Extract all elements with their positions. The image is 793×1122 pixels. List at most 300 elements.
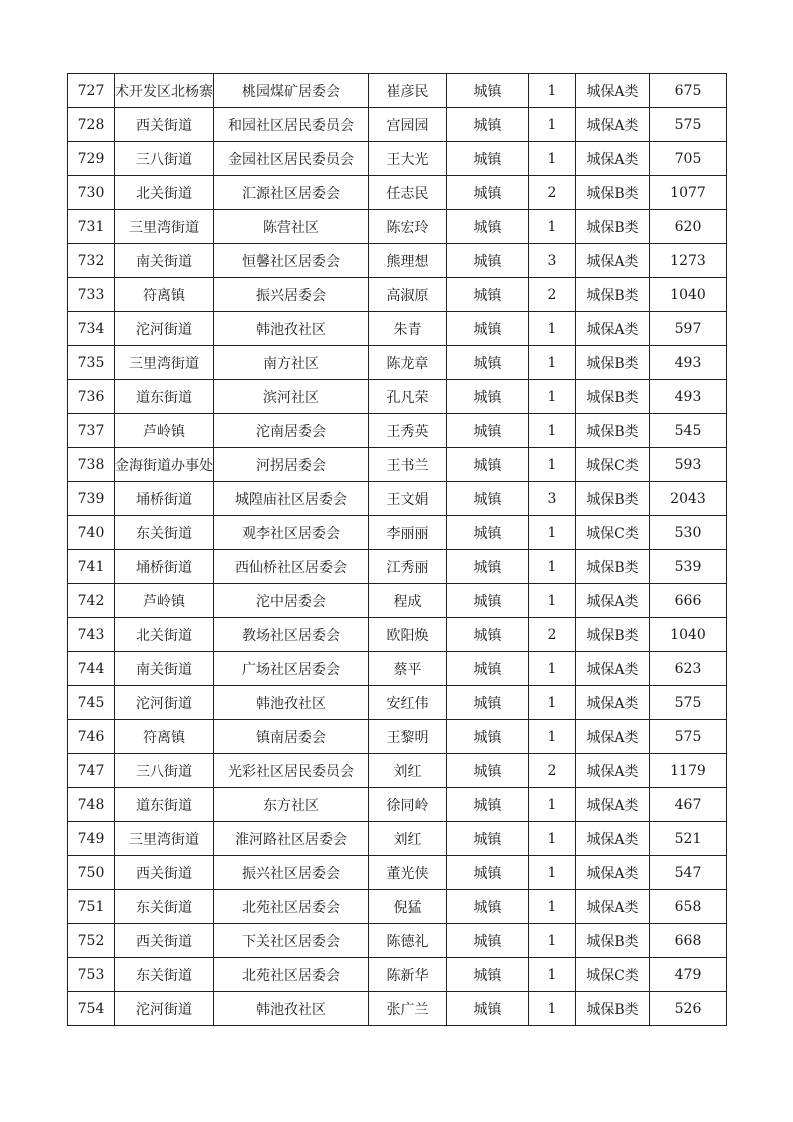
cell-amount-text: 575 bbox=[674, 116, 702, 133]
cell-amount bbox=[650, 550, 727, 584]
beneficiary-table bbox=[67, 73, 727, 1026]
table-row bbox=[68, 210, 727, 244]
cell-insurance-type-text: 城保A类 bbox=[586, 695, 639, 712]
cell-insurance-type-text: 城保B类 bbox=[586, 933, 639, 950]
cell-serial-number-text: 729 bbox=[77, 150, 105, 167]
cell-area-type-text: 城镇 bbox=[473, 287, 502, 304]
cell-household-count bbox=[529, 550, 576, 584]
cell-person-name-text: 徐同岭 bbox=[386, 797, 429, 814]
cell-insurance-type-text: 城保B类 bbox=[586, 627, 639, 644]
cell-area-type bbox=[447, 74, 529, 108]
cell-insurance-type bbox=[576, 278, 650, 312]
cell-insurance-type-text: 城保A类 bbox=[586, 117, 639, 134]
cell-serial-number-text: 740 bbox=[77, 524, 105, 541]
cell-amount-text: 675 bbox=[674, 82, 702, 99]
cell-insurance-type-text: 城保C类 bbox=[586, 967, 639, 984]
cell-street bbox=[115, 584, 214, 618]
cell-area-type-text: 城镇 bbox=[473, 355, 502, 372]
cell-household-count-text: 1 bbox=[547, 864, 557, 881]
table-row bbox=[68, 652, 727, 686]
table-row bbox=[68, 618, 727, 652]
cell-area-type bbox=[447, 108, 529, 142]
cell-amount-text: 2043 bbox=[670, 490, 706, 507]
cell-community-text: 滨河社区 bbox=[263, 389, 319, 406]
cell-insurance-type bbox=[576, 516, 650, 550]
cell-household-count bbox=[529, 822, 576, 856]
cell-area-type bbox=[447, 958, 529, 992]
cell-insurance-type bbox=[576, 958, 650, 992]
cell-serial-number bbox=[68, 550, 115, 584]
cell-area-type-text: 城镇 bbox=[473, 185, 502, 202]
cell-person-name bbox=[369, 822, 447, 856]
cell-household-count-text: 1 bbox=[547, 728, 557, 745]
cell-community-text: 振兴社区居委会 bbox=[242, 865, 340, 882]
cell-household-count bbox=[529, 74, 576, 108]
cell-serial-number-text: 735 bbox=[77, 354, 105, 371]
cell-serial-number bbox=[68, 414, 115, 448]
cell-street bbox=[115, 856, 214, 890]
cell-person-name-text: 刘红 bbox=[393, 831, 422, 848]
cell-community bbox=[214, 414, 369, 448]
cell-street bbox=[115, 108, 214, 142]
cell-insurance-type bbox=[576, 822, 650, 856]
cell-amount bbox=[650, 754, 727, 788]
cell-area-type bbox=[447, 788, 529, 822]
cell-household-count bbox=[529, 346, 576, 380]
cell-amount-text: 521 bbox=[674, 830, 702, 847]
cell-amount bbox=[650, 652, 727, 686]
cell-person-name-text: 任志民 bbox=[386, 185, 429, 202]
cell-serial-number-text: 732 bbox=[77, 252, 105, 269]
cell-street bbox=[115, 74, 214, 108]
cell-community bbox=[214, 244, 369, 278]
cell-street-text: 道东街道 bbox=[136, 389, 192, 406]
cell-amount bbox=[650, 448, 727, 482]
table-row bbox=[68, 108, 727, 142]
cell-household-count-text: 1 bbox=[547, 456, 557, 473]
cell-community-text: 河拐居委会 bbox=[256, 457, 326, 474]
cell-community-text: 北苑社区居委会 bbox=[242, 899, 340, 916]
cell-serial-number-text: 741 bbox=[77, 558, 105, 575]
cell-household-count-text: 1 bbox=[547, 558, 557, 575]
cell-household-count-text: 1 bbox=[547, 422, 557, 439]
cell-community-text: 桃园煤矿居委会 bbox=[242, 83, 340, 100]
cell-street-text: 北关街道 bbox=[136, 185, 192, 202]
cell-insurance-type bbox=[576, 380, 650, 414]
cell-serial-number bbox=[68, 856, 115, 890]
cell-person-name bbox=[369, 278, 447, 312]
cell-insurance-type bbox=[576, 482, 650, 516]
cell-community bbox=[214, 142, 369, 176]
cell-area-type-text: 城镇 bbox=[473, 661, 502, 678]
cell-area-type-text: 城镇 bbox=[473, 151, 502, 168]
cell-person-name-text: 朱青 bbox=[393, 321, 422, 338]
cell-street-text: 三八街道 bbox=[136, 763, 192, 780]
cell-serial-number bbox=[68, 380, 115, 414]
cell-household-count bbox=[529, 482, 576, 516]
cell-area-type bbox=[447, 312, 529, 346]
cell-serial-number-text: 737 bbox=[77, 422, 105, 439]
cell-household-count-text: 2 bbox=[547, 626, 557, 643]
cell-community bbox=[214, 992, 369, 1026]
cell-street-text: 东关街道 bbox=[136, 967, 192, 984]
cell-serial-number bbox=[68, 584, 115, 618]
cell-amount bbox=[650, 346, 727, 380]
cell-serial-number bbox=[68, 74, 115, 108]
cell-amount bbox=[650, 618, 727, 652]
cell-person-name bbox=[369, 890, 447, 924]
cell-street bbox=[115, 312, 214, 346]
table-row bbox=[68, 414, 727, 448]
cell-household-count bbox=[529, 720, 576, 754]
table-row bbox=[68, 890, 727, 924]
cell-area-type bbox=[447, 516, 529, 550]
cell-area-type-text: 城镇 bbox=[473, 627, 502, 644]
cell-area-type-text: 城镇 bbox=[473, 525, 502, 542]
cell-amount-text: 539 bbox=[674, 558, 702, 575]
cell-person-name-text: 宫园园 bbox=[386, 117, 429, 134]
cell-amount-text: 1040 bbox=[670, 626, 706, 643]
cell-community bbox=[214, 890, 369, 924]
cell-household-count bbox=[529, 992, 576, 1026]
cell-person-name bbox=[369, 74, 447, 108]
cell-community-text: 和园社区居民委员会 bbox=[228, 117, 354, 134]
cell-serial-number bbox=[68, 754, 115, 788]
cell-serial-number bbox=[68, 516, 115, 550]
cell-person-name bbox=[369, 210, 447, 244]
cell-person-name bbox=[369, 244, 447, 278]
cell-insurance-type-text: 城保A类 bbox=[586, 797, 639, 814]
cell-amount bbox=[650, 380, 727, 414]
cell-community bbox=[214, 210, 369, 244]
cell-household-count bbox=[529, 244, 576, 278]
cell-household-count bbox=[529, 108, 576, 142]
cell-serial-number-text: 733 bbox=[77, 286, 105, 303]
cell-serial-number-text: 731 bbox=[77, 218, 105, 235]
cell-community-text: 韩池孜社区 bbox=[256, 321, 326, 338]
cell-area-type-text: 城镇 bbox=[473, 865, 502, 882]
cell-serial-number-text: 744 bbox=[77, 660, 105, 677]
cell-community bbox=[214, 856, 369, 890]
cell-street-text: 三里湾街道 bbox=[129, 831, 199, 848]
cell-area-type bbox=[447, 244, 529, 278]
cell-street-text: 芦岭镇 bbox=[143, 593, 185, 610]
cell-street bbox=[115, 686, 214, 720]
cell-person-name bbox=[369, 652, 447, 686]
cell-street-text: 埇桥街道 bbox=[136, 491, 192, 508]
cell-community-text: 韩池孜社区 bbox=[256, 695, 326, 712]
cell-amount-text: 1077 bbox=[670, 184, 706, 201]
cell-street-text: 北关街道 bbox=[136, 627, 192, 644]
cell-amount-text: 575 bbox=[674, 728, 702, 745]
cell-household-count-text: 1 bbox=[547, 218, 557, 235]
cell-serial-number-text: 728 bbox=[77, 116, 105, 133]
cell-household-count bbox=[529, 176, 576, 210]
cell-household-count-text: 1 bbox=[547, 830, 557, 847]
cell-household-count bbox=[529, 142, 576, 176]
cell-amount-text: 1040 bbox=[670, 286, 706, 303]
cell-street-text: 金海街道办事处 bbox=[115, 457, 213, 474]
cell-community bbox=[214, 822, 369, 856]
cell-area-type-text: 城镇 bbox=[473, 457, 502, 474]
cell-area-type bbox=[447, 584, 529, 618]
cell-area-type bbox=[447, 822, 529, 856]
cell-amount bbox=[650, 278, 727, 312]
cell-household-count bbox=[529, 312, 576, 346]
cell-person-name bbox=[369, 686, 447, 720]
cell-serial-number bbox=[68, 822, 115, 856]
cell-area-type bbox=[447, 992, 529, 1026]
cell-person-name-text: 王书兰 bbox=[386, 457, 429, 474]
cell-insurance-type-text: 城保A类 bbox=[586, 729, 639, 746]
cell-insurance-type-text: 城保B类 bbox=[586, 185, 639, 202]
cell-person-name bbox=[369, 992, 447, 1026]
cell-insurance-type bbox=[576, 74, 650, 108]
cell-person-name-text: 王秀英 bbox=[386, 423, 429, 440]
cell-community-text: 广场社区居委会 bbox=[242, 661, 340, 678]
cell-community bbox=[214, 788, 369, 822]
cell-community bbox=[214, 176, 369, 210]
cell-area-type-text: 城镇 bbox=[473, 933, 502, 950]
cell-insurance-type-text: 城保B类 bbox=[586, 559, 639, 576]
cell-street-text: 符离镇 bbox=[143, 287, 185, 304]
cell-amount-text: 479 bbox=[674, 966, 702, 983]
cell-community bbox=[214, 618, 369, 652]
cell-household-count bbox=[529, 652, 576, 686]
cell-household-count bbox=[529, 754, 576, 788]
cell-amount bbox=[650, 686, 727, 720]
table-row bbox=[68, 992, 727, 1026]
cell-serial-number bbox=[68, 346, 115, 380]
cell-household-count-text: 1 bbox=[547, 796, 557, 813]
cell-area-type-text: 城镇 bbox=[473, 219, 502, 236]
cell-household-count-text: 1 bbox=[547, 388, 557, 405]
cell-person-name bbox=[369, 176, 447, 210]
table-row bbox=[68, 448, 727, 482]
cell-insurance-type-text: 城保B类 bbox=[586, 355, 639, 372]
cell-community-text: 教场社区居委会 bbox=[242, 627, 340, 644]
cell-street bbox=[115, 550, 214, 584]
cell-street-text: 芦岭镇 bbox=[143, 423, 185, 440]
cell-area-type bbox=[447, 652, 529, 686]
cell-street-text: 南关街道 bbox=[136, 253, 192, 270]
cell-street bbox=[115, 754, 214, 788]
cell-household-count-text: 1 bbox=[547, 660, 557, 677]
table-row bbox=[68, 720, 727, 754]
cell-street bbox=[115, 958, 214, 992]
cell-serial-number-text: 750 bbox=[77, 864, 105, 881]
cell-amount-text: 668 bbox=[674, 932, 702, 949]
cell-serial-number bbox=[68, 142, 115, 176]
cell-community-text: 北苑社区居委会 bbox=[242, 967, 340, 984]
cell-household-count-text: 1 bbox=[547, 966, 557, 983]
cell-household-count-text: 1 bbox=[547, 1000, 557, 1017]
cell-street bbox=[115, 618, 214, 652]
cell-insurance-type bbox=[576, 856, 650, 890]
cell-amount-text: 597 bbox=[674, 320, 702, 337]
cell-person-name bbox=[369, 108, 447, 142]
cell-person-name bbox=[369, 482, 447, 516]
cell-street-text: 东关街道 bbox=[136, 525, 192, 542]
table-row bbox=[68, 142, 727, 176]
cell-person-name-text: 王黎明 bbox=[386, 729, 429, 746]
table-row bbox=[68, 380, 727, 414]
table-row bbox=[68, 176, 727, 210]
cell-insurance-type-text: 城保A类 bbox=[586, 253, 639, 270]
cell-person-name bbox=[369, 754, 447, 788]
table-row bbox=[68, 346, 727, 380]
cell-household-count-text: 1 bbox=[547, 932, 557, 949]
cell-insurance-type-text: 城保A类 bbox=[586, 831, 639, 848]
cell-insurance-type bbox=[576, 108, 650, 142]
cell-insurance-type bbox=[576, 210, 650, 244]
cell-household-count-text: 2 bbox=[547, 184, 557, 201]
cell-serial-number bbox=[68, 958, 115, 992]
cell-household-count-text: 3 bbox=[547, 252, 557, 269]
cell-community-text: 镇南居委会 bbox=[256, 729, 326, 746]
cell-insurance-type-text: 城保A类 bbox=[586, 763, 639, 780]
cell-amount bbox=[650, 74, 727, 108]
cell-insurance-type bbox=[576, 176, 650, 210]
cell-amount-text: 658 bbox=[674, 898, 702, 915]
cell-community bbox=[214, 754, 369, 788]
cell-area-type-text: 城镇 bbox=[473, 321, 502, 338]
cell-street-text: 西关街道 bbox=[136, 117, 192, 134]
cell-insurance-type bbox=[576, 788, 650, 822]
cell-community bbox=[214, 346, 369, 380]
cell-community-text: 东方社区 bbox=[263, 797, 319, 814]
cell-person-name bbox=[369, 924, 447, 958]
cell-person-name-text: 熊理想 bbox=[386, 253, 429, 270]
cell-area-type-text: 城镇 bbox=[473, 389, 502, 406]
cell-street bbox=[115, 244, 214, 278]
cell-street-text: 沱河街道 bbox=[136, 695, 192, 712]
cell-area-type bbox=[447, 176, 529, 210]
cell-person-name-text: 李丽丽 bbox=[386, 525, 429, 542]
cell-person-name-text: 崔彦民 bbox=[386, 83, 429, 100]
cell-serial-number-text: 739 bbox=[77, 490, 105, 507]
cell-amount bbox=[650, 822, 727, 856]
cell-area-type-text: 城镇 bbox=[473, 763, 502, 780]
cell-area-type-text: 城镇 bbox=[473, 117, 502, 134]
cell-area-type-text: 城镇 bbox=[473, 491, 502, 508]
cell-community-text: 沱中居委会 bbox=[256, 593, 326, 610]
cell-person-name-text: 陈宏玲 bbox=[386, 219, 429, 236]
cell-community bbox=[214, 924, 369, 958]
cell-amount bbox=[650, 176, 727, 210]
cell-insurance-type bbox=[576, 584, 650, 618]
cell-community bbox=[214, 958, 369, 992]
cell-amount bbox=[650, 482, 727, 516]
cell-household-count bbox=[529, 856, 576, 890]
cell-street-text: 西关街道 bbox=[136, 865, 192, 882]
cell-area-type bbox=[447, 924, 529, 958]
cell-insurance-type-text: 城保A类 bbox=[586, 661, 639, 678]
cell-person-name bbox=[369, 142, 447, 176]
cell-person-name bbox=[369, 448, 447, 482]
cell-person-name-text: 陈德礼 bbox=[386, 933, 429, 950]
cell-amount-text: 620 bbox=[674, 218, 702, 235]
table-row bbox=[68, 244, 727, 278]
cell-community-text: 下关社区居委会 bbox=[242, 933, 340, 950]
cell-person-name bbox=[369, 414, 447, 448]
cell-serial-number bbox=[68, 788, 115, 822]
cell-serial-number-text: 742 bbox=[77, 592, 105, 609]
cell-household-count bbox=[529, 278, 576, 312]
cell-insurance-type-text: 城保A类 bbox=[586, 321, 639, 338]
cell-community bbox=[214, 652, 369, 686]
cell-household-count bbox=[529, 414, 576, 448]
cell-area-type bbox=[447, 720, 529, 754]
table-row bbox=[68, 278, 727, 312]
cell-amount-text: 1179 bbox=[670, 762, 706, 779]
cell-community-text: 汇源社区居委会 bbox=[242, 185, 340, 202]
cell-area-type bbox=[447, 618, 529, 652]
cell-community bbox=[214, 584, 369, 618]
cell-person-name-text: 欧阳焕 bbox=[386, 627, 429, 644]
cell-household-count-text: 1 bbox=[547, 524, 557, 541]
cell-amount bbox=[650, 890, 727, 924]
cell-insurance-type-text: 城保B类 bbox=[586, 219, 639, 236]
cell-household-count bbox=[529, 584, 576, 618]
cell-amount-text: 493 bbox=[674, 388, 702, 405]
cell-amount bbox=[650, 958, 727, 992]
cell-person-name bbox=[369, 958, 447, 992]
cell-street-text: 三里湾街道 bbox=[129, 355, 199, 372]
cell-street-text: 术开发区北杨寨 bbox=[115, 83, 213, 100]
cell-area-type-text: 城镇 bbox=[473, 831, 502, 848]
cell-area-type-text: 城镇 bbox=[473, 593, 502, 610]
cell-community bbox=[214, 278, 369, 312]
cell-household-count bbox=[529, 958, 576, 992]
cell-serial-number bbox=[68, 312, 115, 346]
cell-community-text: 城隍庙社区居委会 bbox=[235, 491, 347, 508]
cell-community bbox=[214, 448, 369, 482]
cell-street-text: 道东街道 bbox=[136, 797, 192, 814]
cell-area-type-text: 城镇 bbox=[473, 797, 502, 814]
cell-community-text: 南方社区 bbox=[263, 355, 319, 372]
cell-person-name-text: 高淑原 bbox=[386, 287, 429, 304]
cell-street bbox=[115, 142, 214, 176]
cell-street bbox=[115, 380, 214, 414]
cell-insurance-type bbox=[576, 992, 650, 1026]
cell-insurance-type bbox=[576, 346, 650, 380]
cell-amount bbox=[650, 720, 727, 754]
cell-street bbox=[115, 652, 214, 686]
cell-street bbox=[115, 788, 214, 822]
cell-amount-text: 493 bbox=[674, 354, 702, 371]
cell-person-name bbox=[369, 516, 447, 550]
cell-area-type-text: 城镇 bbox=[473, 899, 502, 916]
cell-insurance-type bbox=[576, 890, 650, 924]
cell-area-type bbox=[447, 856, 529, 890]
cell-street-text: 埇桥街道 bbox=[136, 559, 192, 576]
cell-serial-number-text: 734 bbox=[77, 320, 105, 337]
cell-serial-number-text: 752 bbox=[77, 932, 105, 949]
table-row bbox=[68, 550, 727, 584]
cell-insurance-type-text: 城保A类 bbox=[586, 593, 639, 610]
cell-amount bbox=[650, 584, 727, 618]
cell-street-text: 东关街道 bbox=[136, 899, 192, 916]
cell-person-name-text: 王文娟 bbox=[386, 491, 429, 508]
table-row bbox=[68, 686, 727, 720]
cell-amount-text: 1273 bbox=[670, 252, 706, 269]
cell-amount bbox=[650, 788, 727, 822]
cell-insurance-type bbox=[576, 652, 650, 686]
cell-insurance-type bbox=[576, 142, 650, 176]
cell-serial-number bbox=[68, 244, 115, 278]
cell-insurance-type-text: 城保A类 bbox=[586, 151, 639, 168]
